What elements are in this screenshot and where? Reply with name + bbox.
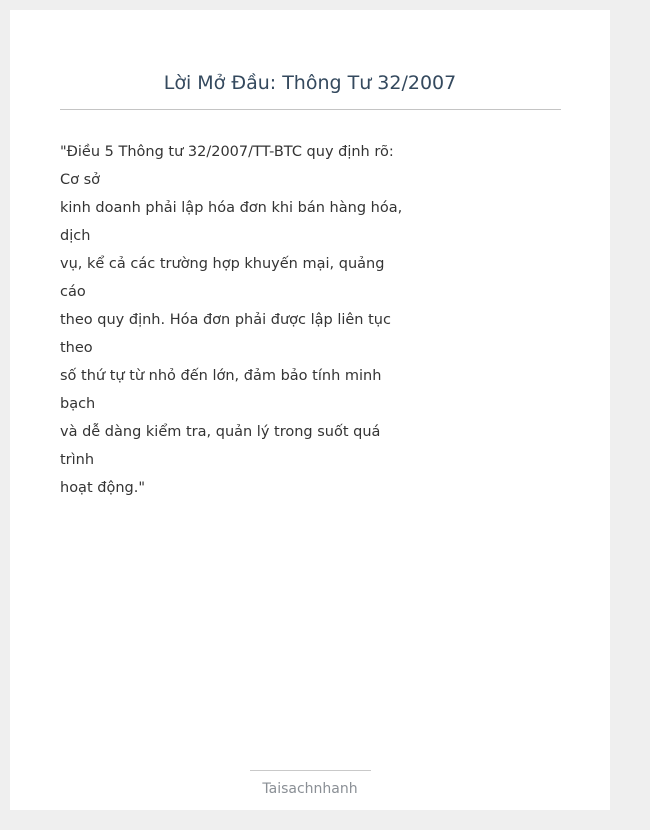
body-line: hoạt động." bbox=[60, 480, 145, 496]
body-line: Cơ sở bbox=[60, 172, 101, 188]
body-line: trình bbox=[60, 452, 95, 468]
document-page bbox=[10, 10, 610, 810]
body-line: theo quy định. Hóa đơn phải được lập liên tục bbox=[60, 312, 391, 328]
footer-divider bbox=[250, 770, 371, 771]
body-line: dịch bbox=[60, 228, 91, 244]
body-line: "Điều 5 Thông tư 32/2007/TT-BTC quy định rõ: bbox=[60, 144, 394, 160]
title-divider bbox=[60, 109, 561, 110]
body-line: cáo bbox=[60, 284, 86, 300]
body-line: vụ, kể cả các trường hợp khuyến mại, quảng bbox=[60, 256, 385, 272]
body-paragraph bbox=[60, 138, 440, 502]
footer-brand: Taisachnhanh bbox=[262, 781, 358, 797]
body-line: bạch bbox=[60, 396, 96, 412]
body-line: theo bbox=[60, 340, 93, 356]
body-line: và dễ dàng kiểm tra, quản lý trong suốt quá bbox=[60, 424, 381, 440]
page-title: Lời Mở Đầu: Thông Tư 32/2007 bbox=[163, 72, 457, 94]
body-line: số thứ tự từ nhỏ đến lớn, đảm bảo tính minh bbox=[60, 368, 382, 384]
body-line: kinh doanh phải lập hóa đơn khi bán hàng hóa, bbox=[60, 200, 403, 216]
